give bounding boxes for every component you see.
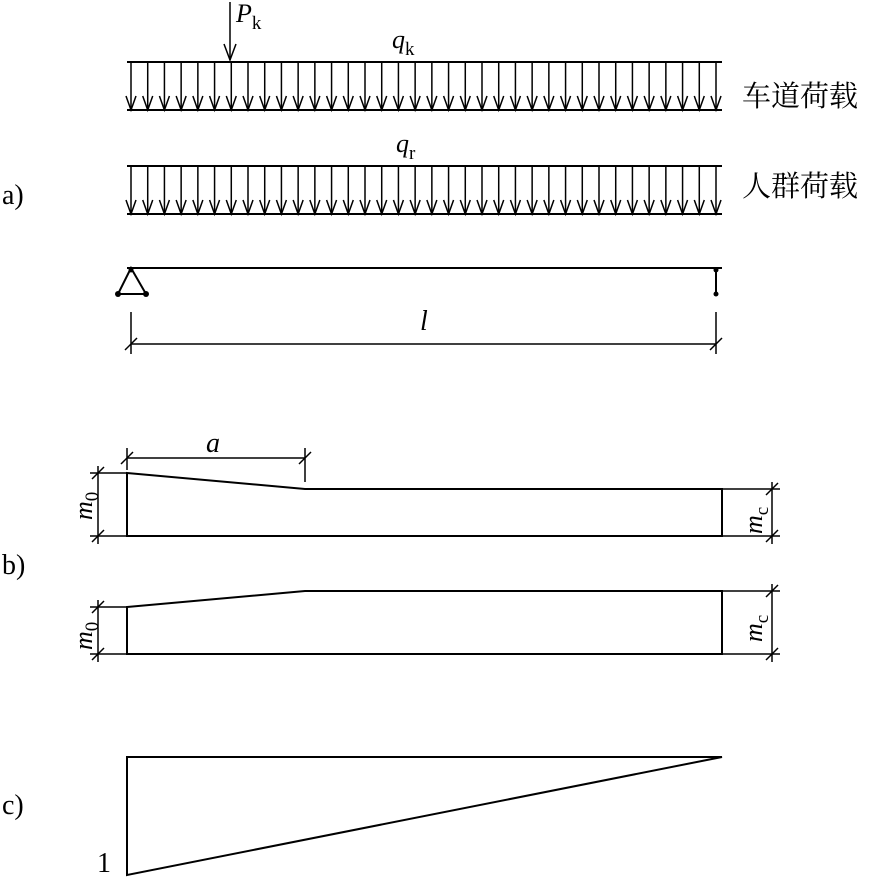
lane-load-arrow — [561, 62, 571, 110]
mc-dimension-1 — [722, 482, 780, 544]
distribution-shape-2 — [127, 591, 722, 654]
lane-load-arrow — [510, 62, 520, 110]
lane-load-arrow — [193, 62, 203, 110]
lane-load-arrow — [210, 62, 220, 110]
crowd-load-arrow — [594, 166, 604, 214]
panel-label-a: a) — [2, 180, 24, 211]
m0-subscript-1: 0 — [82, 491, 103, 502]
point-load — [224, 0, 262, 60]
length-a-label: a — [206, 428, 220, 459]
svg-text:mc — [739, 615, 773, 642]
crowd-load-arrow — [644, 166, 654, 214]
m0-dimension-1 — [69, 466, 127, 544]
span-dimension — [125, 306, 722, 354]
svg-text:qk — [392, 25, 415, 60]
crowd-load — [126, 129, 858, 214]
lane-load-arrow — [143, 62, 153, 110]
lane-load-arrow — [444, 62, 454, 110]
svg-text:Pk — [235, 0, 262, 34]
lane-load-arrow — [410, 62, 420, 110]
simply-supported-beam — [115, 268, 722, 298]
length-a-dimension — [121, 428, 311, 482]
crowd-load-arrow — [444, 166, 454, 214]
lane-load-arrow — [360, 62, 370, 110]
crowd-load-arrow — [410, 166, 420, 214]
lane-load-arrow — [343, 62, 353, 110]
influence-line-triangle — [127, 757, 722, 875]
influence-ordinate-label: 1 — [97, 848, 111, 877]
crowd-load-arrow — [193, 166, 203, 214]
crowd-load-arrow — [159, 166, 169, 214]
mc-symbol-1: m — [739, 515, 768, 534]
point-load-subscript: k — [251, 13, 262, 34]
distribution-shape-1 — [127, 473, 722, 536]
lane-load-symbol: q — [392, 25, 405, 54]
lane-load-arrow — [377, 62, 387, 110]
lane-load-arrow — [393, 62, 403, 110]
m0-symbol-1: m — [69, 501, 98, 520]
lane-load-arrow — [159, 62, 169, 110]
crowd-load-arrow — [176, 166, 186, 214]
svg-text:mc — [739, 507, 773, 534]
crowd-load-arrow — [360, 166, 370, 214]
crowd-load-subscript: r — [409, 143, 416, 164]
crowd-load-arrow — [544, 166, 554, 214]
lane-load-arrow — [611, 62, 621, 110]
lane-load-arrow — [226, 62, 236, 110]
crowd-load-arrow — [210, 166, 220, 214]
crowd-load-arrows — [126, 166, 721, 214]
panel-label-b: b) — [2, 550, 26, 581]
crowd-load-arrow — [260, 166, 270, 214]
lane-load-arrow — [460, 62, 470, 110]
lane-load-arrow — [293, 62, 303, 110]
lane-load — [126, 25, 858, 113]
crowd-load-arrow — [377, 166, 387, 214]
lane-load-arrow — [661, 62, 671, 110]
crowd-load-arrow — [293, 166, 303, 214]
crowd-load-arrow — [494, 166, 504, 214]
mc-dimension-2 — [722, 584, 780, 662]
crowd-load-arrow — [627, 166, 637, 214]
lane-load-arrow — [310, 62, 320, 110]
lane-load-arrow — [711, 62, 721, 110]
crowd-load-arrow — [477, 166, 487, 214]
crowd-load-arrow — [310, 166, 320, 214]
lane-load-subscript: k — [405, 39, 415, 60]
m0-subscript-2: 0 — [82, 621, 103, 632]
crowd-load-arrow — [678, 166, 688, 214]
m0-symbol-2: m — [69, 631, 98, 650]
lane-load-arrow — [694, 62, 704, 110]
crowd-load-arrow — [276, 166, 286, 214]
lane-load-arrow — [494, 62, 504, 110]
crowd-load-arrow — [427, 166, 437, 214]
crowd-load-arrow — [711, 166, 721, 214]
lane-load-label: 车道荷载 — [742, 79, 859, 113]
span-label: l — [420, 306, 428, 337]
crowd-load-arrow — [143, 166, 153, 214]
lane-load-arrow — [260, 62, 270, 110]
lane-load-arrow — [544, 62, 554, 110]
mc-subscript-2: c — [752, 614, 773, 624]
lane-load-arrow — [644, 62, 654, 110]
crowd-load-symbol: q — [396, 129, 409, 158]
lane-load-arrow — [577, 62, 587, 110]
m0-dimension-2 — [69, 600, 127, 662]
crowd-load-arrow — [126, 166, 136, 214]
crowd-load-arrow — [694, 166, 704, 214]
lane-load-arrow — [243, 62, 253, 110]
crowd-load-arrow — [527, 166, 537, 214]
lane-load-arrow — [276, 62, 286, 110]
crowd-load-arrow — [510, 166, 520, 214]
lane-load-arrow — [176, 62, 186, 110]
crowd-load-arrow — [243, 166, 253, 214]
mc-symbol-2: m — [739, 623, 768, 642]
crowd-load-arrow — [460, 166, 470, 214]
crowd-load-arrow — [226, 166, 236, 214]
svg-text:m0 — [69, 622, 103, 650]
crowd-load-label: 人群荷载 — [742, 169, 859, 203]
lane-load-arrow — [477, 62, 487, 110]
lane-load-arrow — [594, 62, 604, 110]
crowd-load-arrow — [561, 166, 571, 214]
lane-load-arrow — [427, 62, 437, 110]
lane-load-arrow — [527, 62, 537, 110]
mc-subscript-1: c — [752, 506, 773, 516]
point-load-symbol: P — [236, 0, 252, 28]
crowd-load-arrow — [577, 166, 587, 214]
lane-load-arrow — [627, 62, 637, 110]
crowd-load-arrow — [327, 166, 337, 214]
lane-load-arrow — [327, 62, 337, 110]
lane-load-arrow — [126, 62, 136, 110]
panel-label-c: c) — [2, 790, 24, 821]
svg-text:qr — [396, 129, 416, 164]
lane-load-arrows — [126, 62, 721, 110]
crowd-load-arrow — [611, 166, 621, 214]
crowd-load-arrow — [393, 166, 403, 214]
crowd-load-arrow — [343, 166, 353, 214]
svg-text:m0 — [69, 492, 103, 520]
lane-load-arrow — [678, 62, 688, 110]
crowd-load-arrow — [661, 166, 671, 214]
